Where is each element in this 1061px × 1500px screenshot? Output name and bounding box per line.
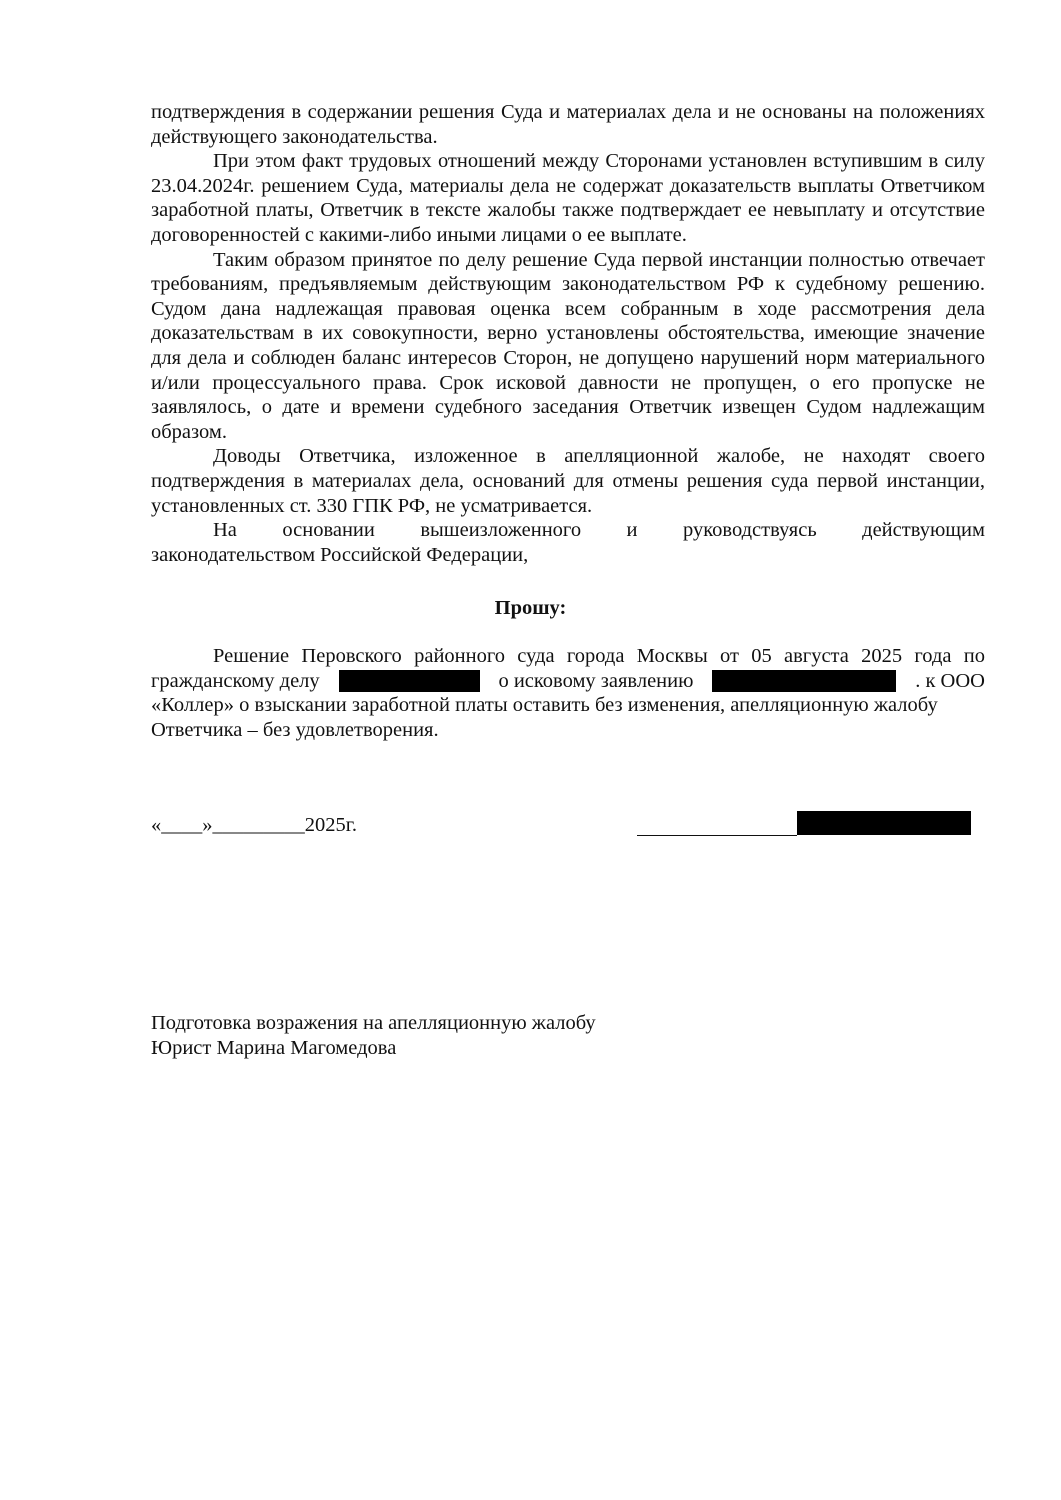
signature-line xyxy=(637,810,797,836)
basis-second-line: законодательством Российской Федерации, xyxy=(151,543,529,566)
paragraph-continuation: подтверждения в содержании решения Суда и материалах дела и не основаны на положениях действующего законодательства. xyxy=(151,101,985,148)
footer-lawyer-name: Юрист Марина Магомедова xyxy=(151,1036,397,1059)
paragraph-basis xyxy=(151,518,985,567)
request-heading: Прошу: xyxy=(494,597,567,619)
request-line-4: Ответчика – без удовлетворения. xyxy=(151,718,439,741)
request-company-label: . к ООО xyxy=(915,669,985,692)
basis-word: руководствуясь xyxy=(683,519,817,542)
paragraph-court-decision: Таким образом принятое по делу решение Суда первой инстанции полностью отвечает требованиям, предъявляемым действующим законодательством РФ к судебному решению. Судом дана надлежащая правовая оценка всем собранным в ходе рассмотрения дела доказательствам в их совокупности, верно установлены обстоятельства, имеющие значение для дела и соблюден баланс интересов Сторон, не допущено нарушений норм материального и/или процессуального права. Срок исковой давности не пропущен, о его пропуске не заявлялось, о дате и времени судебного заседания Ответчик извещен Судом надлежащим образом. xyxy=(151,248,985,443)
basis-word: действующим xyxy=(862,519,985,542)
basis-word: основании xyxy=(282,519,375,542)
paragraph-defendant-arguments: Доводы Ответчика, изложенное в апелляционной жалобе, не находят своего подтверждения в материалах дела, оснований для отмены решения суда первой инстанции, установленных ст. 330 ГПК РФ, не усматривается. xyxy=(151,445,985,517)
redaction-signature-name xyxy=(797,811,971,835)
request-line-3: «Коллер» о взыскании заработной платы оставить без изменения, апелляционную жалобу xyxy=(151,694,938,717)
basis-word: вышеизложенного xyxy=(420,519,582,542)
document-footer xyxy=(151,1011,596,1060)
request-claim-label: о исковому заявлению xyxy=(498,669,694,692)
redaction-plaintiff-name xyxy=(712,670,896,692)
document-body xyxy=(151,100,985,567)
basis-word: и xyxy=(626,519,638,542)
paragraph-labor-relations: При этом факт трудовых отношений между Сторонами установлен вступившим в силу 23.04.2024г. решением Суда, материалы дела не содержат доказательств выплаты Ответчиком заработной платы, Ответчик в тексте жалобы также подтверждает ее невыплату и отсутствие договоренностей с какими-либо иными лицами о ее выплате. xyxy=(151,150,985,246)
request-line-2 xyxy=(151,669,985,694)
date-blank: «____»_________2025г. xyxy=(151,814,357,836)
redaction-case-number xyxy=(339,670,480,692)
request-line-1: Решение Перовского районного суда города Москвы от 05 августа 2025 года по xyxy=(213,645,985,667)
basis-word: На xyxy=(213,519,237,542)
request-case-label: гражданскому делу xyxy=(151,669,320,692)
footer-prepared-by: Подготовка возражения на апелляционную жалобу xyxy=(151,1012,596,1034)
request-paragraph xyxy=(151,644,985,742)
basis-first-line xyxy=(151,518,985,543)
